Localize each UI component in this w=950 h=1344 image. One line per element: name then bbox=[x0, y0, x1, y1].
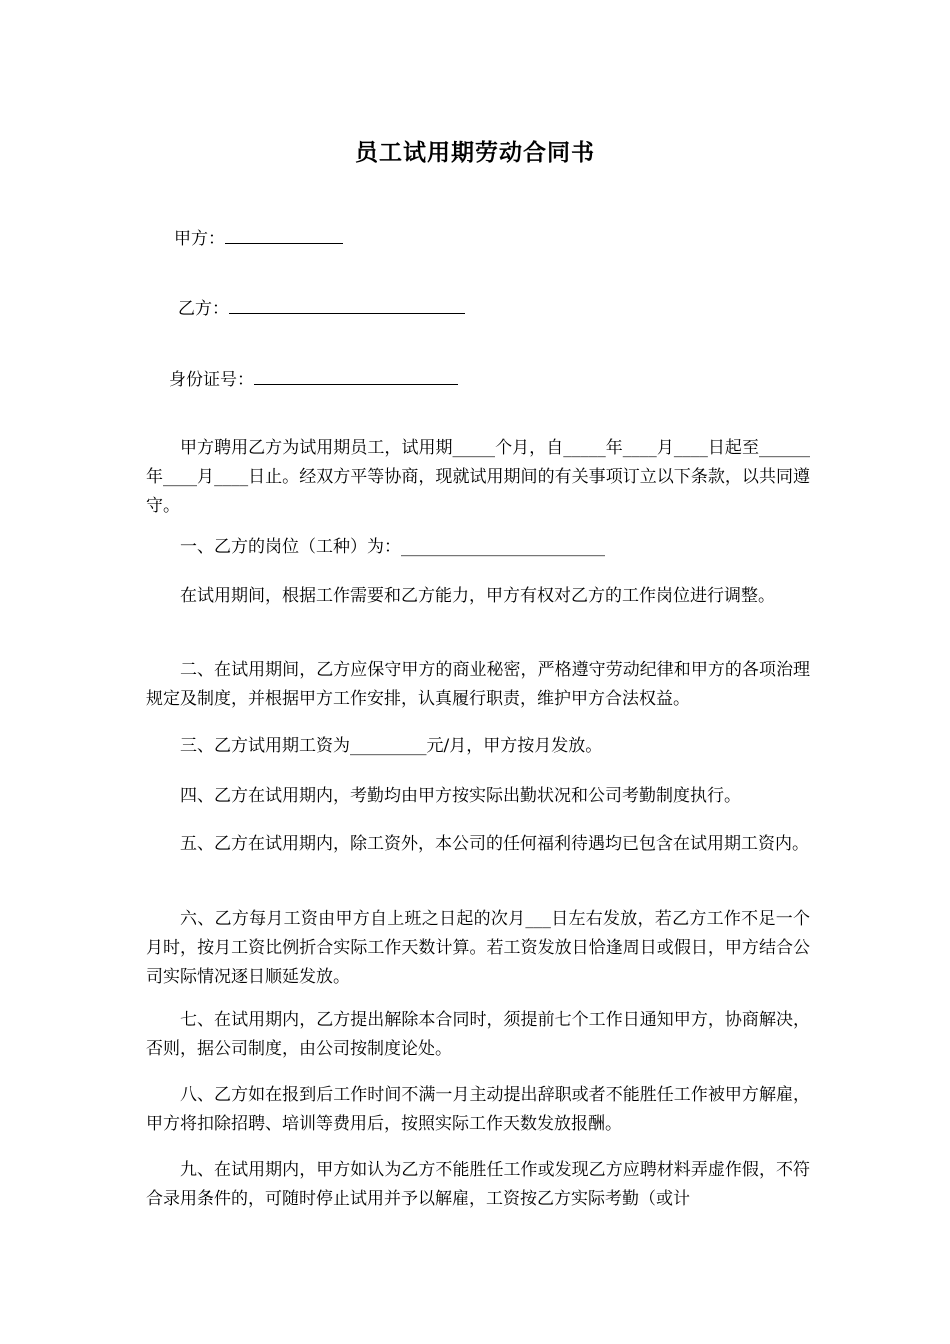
clause-6: 六、乙方每月工资由甲方自上班之日起的次月___日左右发放，若乙方工作不足一个月时，按月工资比例折合实际工作天数计算。若工资发放日恰逢周日或假日，甲方结合公司实际情况逐日顺延发放。 bbox=[146, 909, 810, 987]
clause-4: 四、乙方在试用期内，考勤均由甲方按实际出勤状况和公司考勤制度执行。 bbox=[180, 786, 741, 806]
clause-9: 九、在试用期内，甲方如认为乙方不能胜任工作或发现乙方应聘材料弄虚作假，不符合录用条件的，可随时停止试用并予以解雇，工资按乙方实际考勤（或计 bbox=[146, 1160, 810, 1209]
id-number-field bbox=[169, 367, 458, 391]
party-b-label: 乙方： bbox=[178, 299, 229, 319]
intro-paragraph: 甲方聘用乙方为试用期员工，试用期_____个月，自_____年____月____日起至______年____月____日止。经双方平等协商，现就试用期间的有关事项订立以下条款，以共同遵守。 bbox=[146, 438, 810, 516]
party-b-blank[interactable] bbox=[229, 296, 465, 314]
clause-2: 二、在试用期间，乙方应保守甲方的商业秘密，严格遵守劳动纪律和甲方的各项治理规定及制度，并根据甲方工作安排，认真履行职责，维护甲方合法权益。 bbox=[146, 660, 810, 709]
clause-7: 七、在试用期内，乙方提出解除本合同时，须提前七个工作日通知甲方，协商解决，否则，据公司制度，由公司按制度论处。 bbox=[146, 1010, 810, 1059]
clause-5: 五、乙方在试用期内，除工资外，本公司的任何福利待遇均已包含在试用期工资内。 bbox=[180, 834, 809, 854]
id-number-label: 身份证号： bbox=[169, 370, 254, 390]
party-a-label: 甲方： bbox=[174, 229, 225, 249]
clause-8: 八、乙方如在报到后工作时间不满一月主动提出辞职或者不能胜任工作被甲方解雇，甲方将扣除招聘、培训等费用后，按照实际工作天数发放报酬。 bbox=[146, 1085, 810, 1134]
clause-1: 一、乙方的岗位（工种）为：________________________ bbox=[180, 537, 605, 557]
party-b-field bbox=[178, 296, 465, 320]
id-number-blank[interactable] bbox=[254, 367, 458, 385]
party-a-field bbox=[174, 226, 343, 250]
party-a-blank[interactable] bbox=[225, 226, 343, 244]
clause-3: 三、乙方试用期工资为_________元/月，甲方按月发放。 bbox=[180, 736, 603, 756]
clause-1-note: 在试用期间，根据工作需要和乙方能力，甲方有权对乙方的工作岗位进行调整。 bbox=[180, 586, 775, 606]
document-title: 员工试用期劳动合同书 bbox=[355, 139, 595, 166]
